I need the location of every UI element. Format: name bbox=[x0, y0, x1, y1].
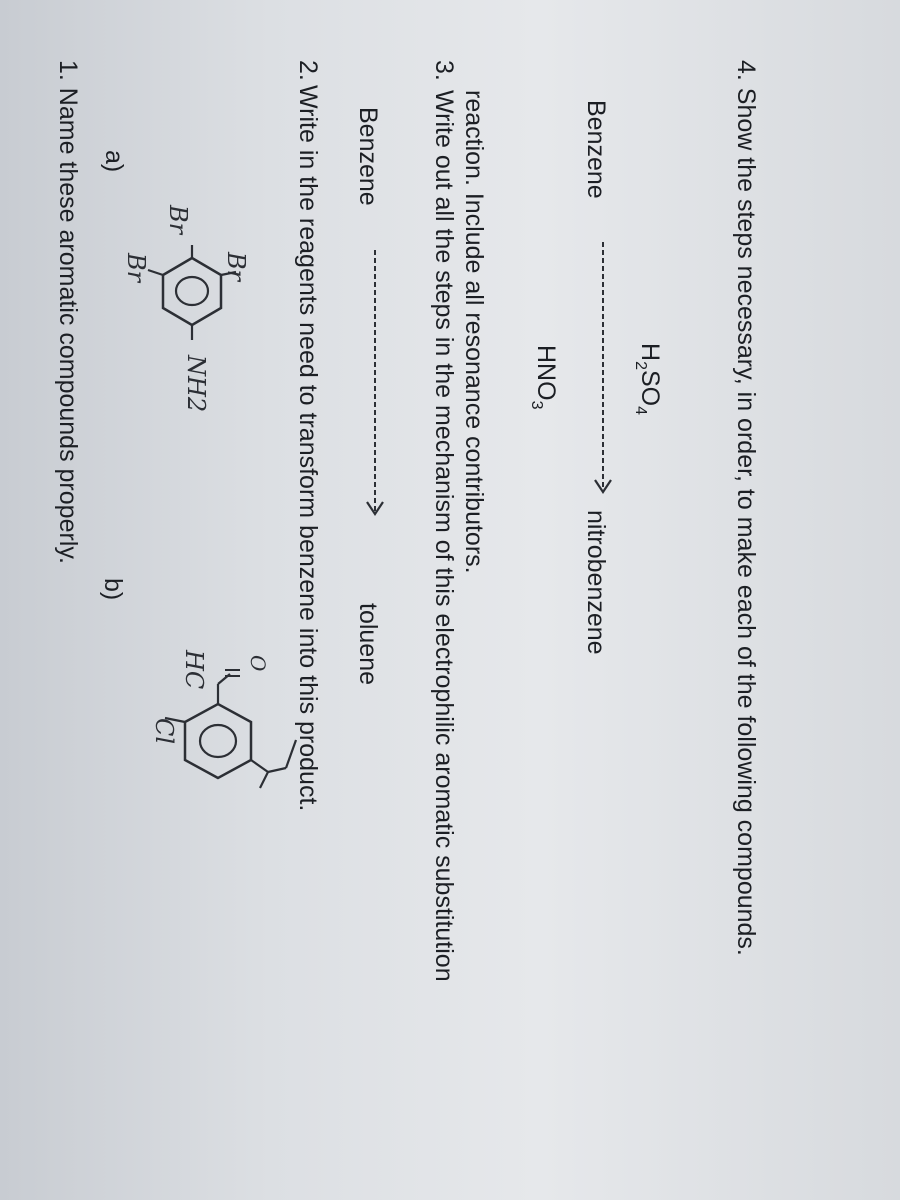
question-1b-label: b) bbox=[99, 578, 127, 601]
compound-a-br-label-3: Br bbox=[164, 205, 192, 235]
compound-a-br-label-1: Br bbox=[122, 253, 150, 283]
question-2-number: 2. bbox=[294, 60, 322, 81]
compound-b-o-label: O bbox=[246, 655, 270, 672]
compound-b-cl-label: Cl bbox=[150, 718, 178, 745]
question-2-arrow bbox=[355, 250, 395, 550]
compound-b-hc-label: HC bbox=[180, 650, 208, 690]
question-1a-label: a) bbox=[100, 150, 128, 173]
question-3-product: nitrobenzene bbox=[582, 510, 610, 655]
question-4-prompt: 4. Show the steps necessary, in order, to make each of the following compounds. bbox=[732, 60, 760, 956]
question-3-reactant: Benzene bbox=[582, 100, 610, 199]
question-3-reagent-h2so4: $H_2SO_4$ bbox=[632, 343, 664, 415]
question-3-reagent-hno3: $HNO_3$ bbox=[528, 345, 560, 410]
question-1-prompt: 1. Name these aromatic compounds properly. bbox=[54, 60, 82, 564]
question-3-arrow bbox=[583, 242, 623, 542]
compound-a-br-label-2: Br bbox=[222, 252, 250, 282]
question-2-product: toluene bbox=[354, 603, 382, 686]
question-3-number: 3. bbox=[430, 60, 458, 81]
question-2-prompt: Write in the reagents need to transform benzene into this product. bbox=[294, 85, 322, 812]
question-3-prompt-line-2: reaction. Include all resonance contributors. bbox=[460, 90, 488, 574]
compound-a-nh2-label: NH2 bbox=[182, 355, 210, 413]
question-2-reactant: Benzene bbox=[354, 107, 382, 206]
question-3-prompt-line-1: Write out all the steps in the mechanism of this electrophilic aromatic substitution bbox=[430, 90, 458, 982]
